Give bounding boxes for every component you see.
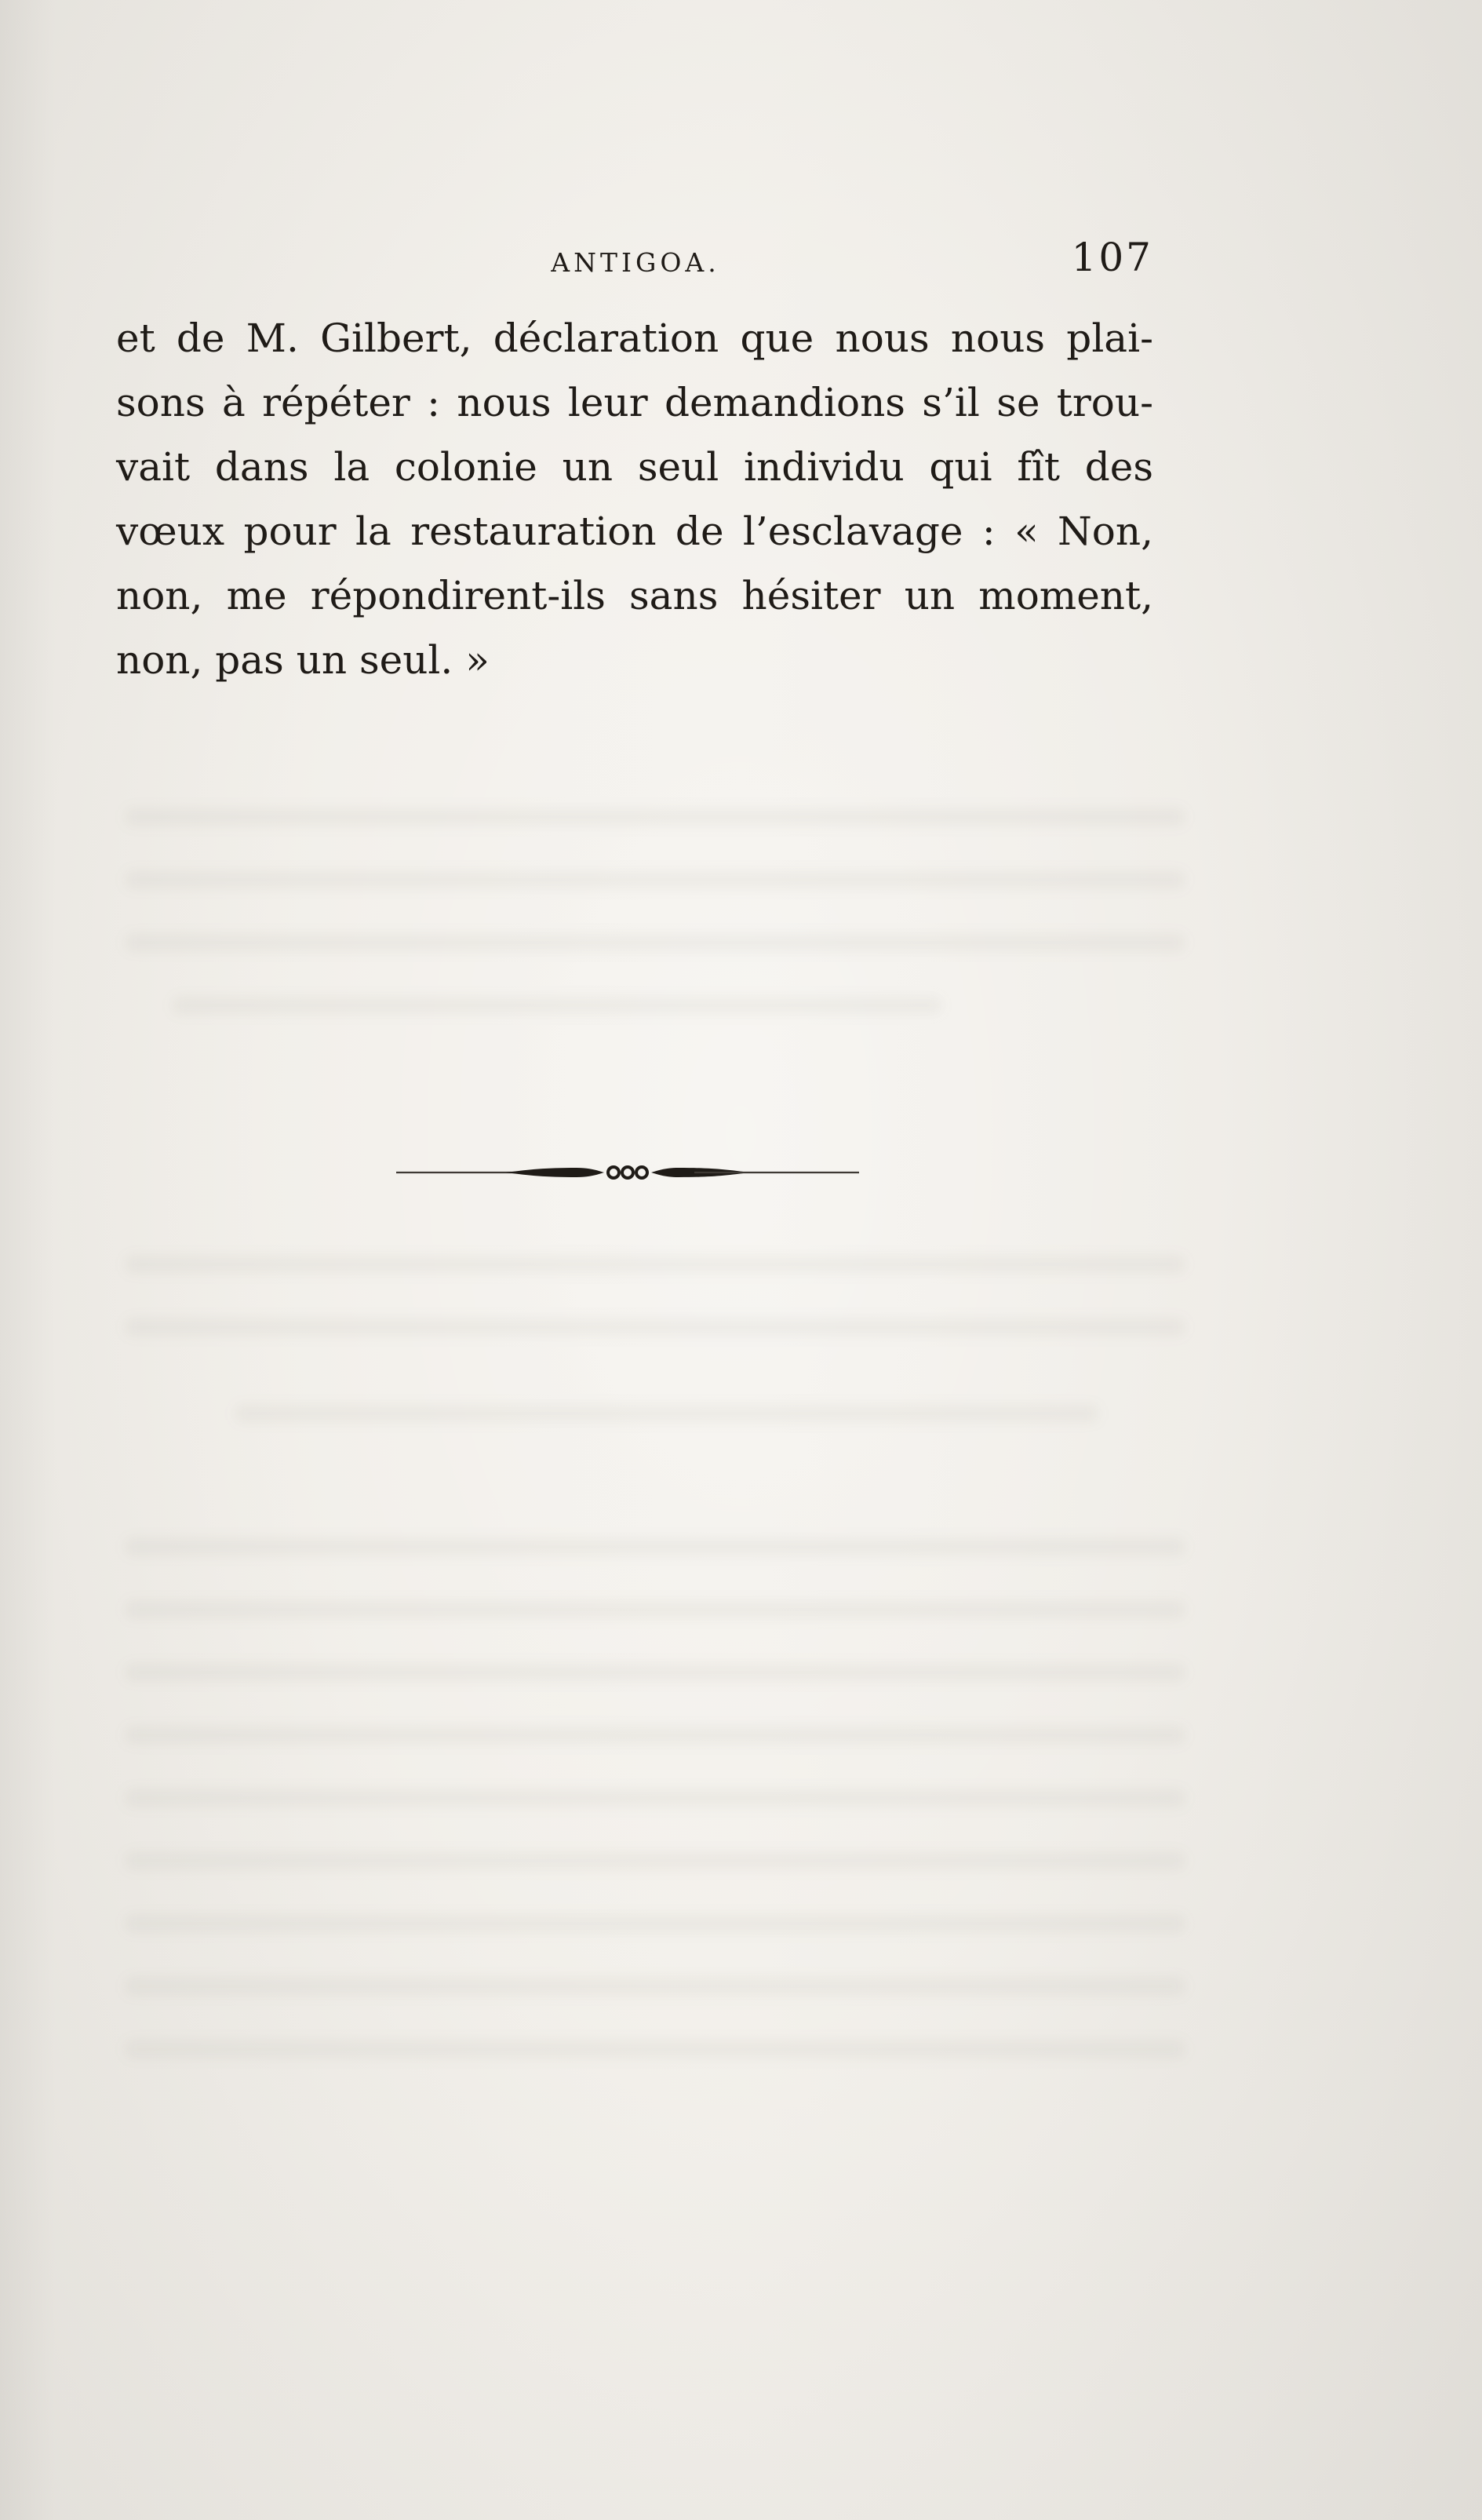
- show-through-line: [126, 1727, 1185, 1744]
- show-through-line: [126, 1318, 1185, 1336]
- running-head: ANTIGOA.: [551, 247, 720, 278]
- show-through-line: [235, 1405, 1098, 1422]
- show-through-line: [126, 1256, 1185, 1273]
- show-through-line: [126, 1789, 1185, 1807]
- show-through-line: [126, 1852, 1185, 1869]
- show-through-line: [126, 1915, 1185, 1932]
- page-number: 107: [1071, 235, 1153, 280]
- show-through-line: [126, 1601, 1185, 1618]
- text-line: et de M. Gilbert, déclaration que nous nous plai-: [116, 315, 1153, 361]
- text-line: vait dans la colonie un seul individu qui fît des: [116, 444, 1153, 490]
- show-through-line: [126, 934, 1185, 951]
- text-line: non, pas un seul. »: [116, 637, 490, 683]
- page-header: [118, 235, 1153, 294]
- show-through-line: [126, 2040, 1185, 2058]
- body-text: [116, 306, 1153, 692]
- scroll-ornament-icon: [396, 1154, 859, 1191]
- show-through-line: [126, 1538, 1185, 1555]
- text-line: sons à répéter : nous leur demandions s’il se trou-: [116, 380, 1153, 425]
- text-line: vœux pour la restauration de l’esclavage : « Non,: [116, 509, 1153, 554]
- show-through-line: [126, 1664, 1185, 1681]
- show-through-line: [173, 997, 941, 1014]
- show-through-line: [126, 808, 1185, 826]
- text-line: non, me répondirent-ils sans hésiter un moment,: [116, 573, 1153, 618]
- show-through-line: [126, 871, 1185, 888]
- show-through-line: [126, 1978, 1185, 1995]
